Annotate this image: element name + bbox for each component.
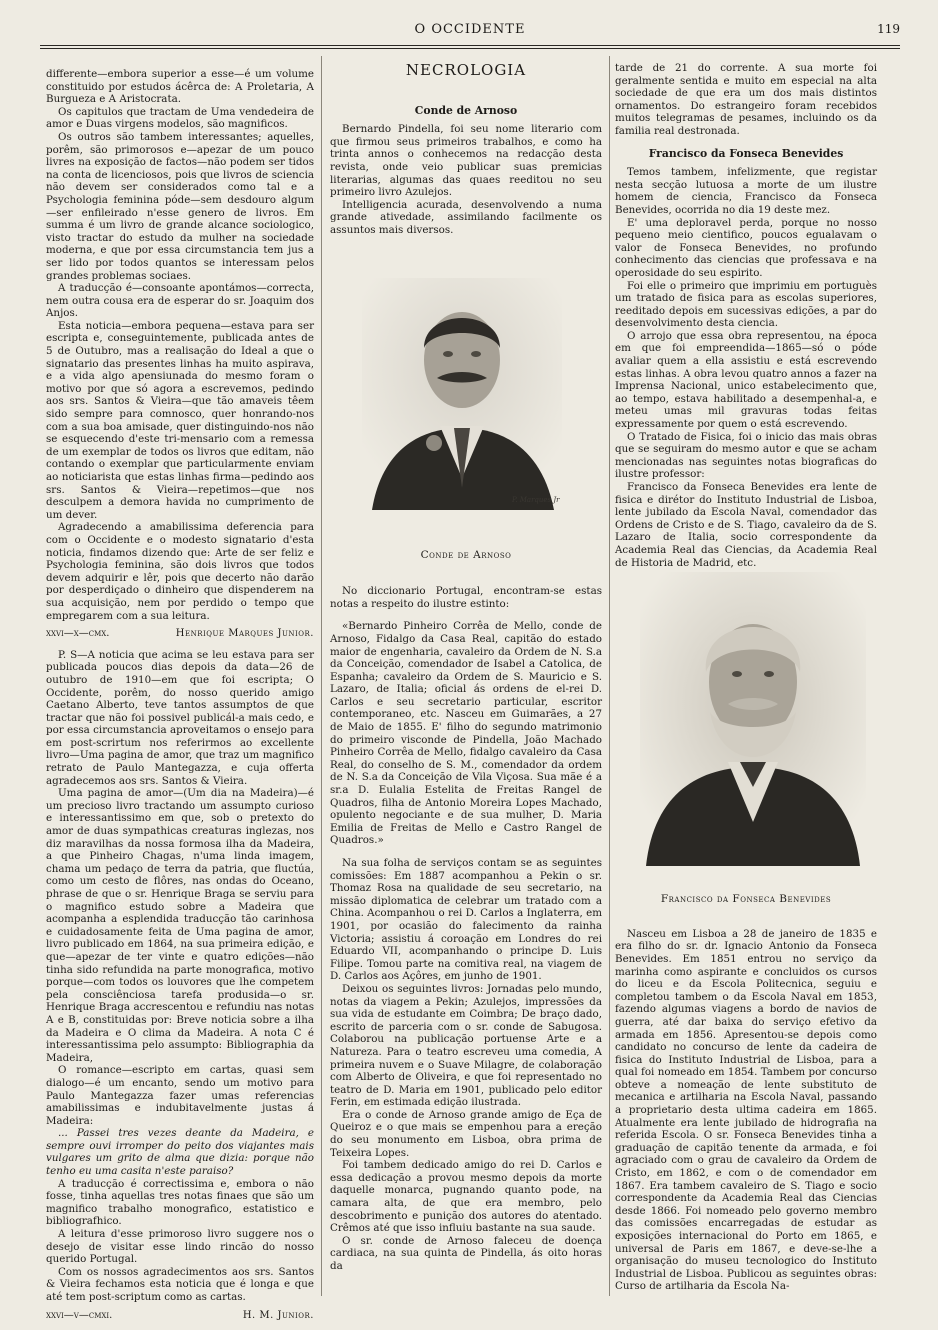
journal-title: O OCCIDENTE xyxy=(414,22,526,37)
page-header xyxy=(40,22,900,44)
column-divider-1 xyxy=(321,56,322,1296)
paragraph: «Bernardo Pinheiro Corrêa de Mello, conde de Arnoso, Fidalgo da Casa Real, capitão do estado maior de engenharia, cavaleiro da Ordem de N. S.a da Conceição, comendador de Isabel a Catolica, de Espanha; cavaleiro da Ordem de S. Mauricio e S. Lazaro, de Italia; oficial ás ordens de el-rei D. Carlos e seu secretario particular, escritor contemporaneo, etc. Nasceu em Guimarães, a 27 de Maio de 1855. E' filho do segundo matrimonio do primeiro visconde de Pindella, João Machado Pinheiro Corrêa de Mello, fidalgo cavaleiro da Casa Real, do conselho de S. M., comendador da ordem de N. S.a da Conceição de Vila Viçosa. Sua mãe é a sr.a D. Eulalia Estelita de Freitas Rangel de Quadros, filha de Antonio Moreira Lopes Machado, opulento negociante e de sua mulher, D. Maria Emilia de Freitas de Mello e Castro Rangel de Quadros.» xyxy=(330,620,602,847)
header-rule xyxy=(40,45,900,46)
article-subtitle: Conde de Arnoso xyxy=(414,103,518,117)
eye-right xyxy=(471,351,481,357)
paragraph: Esta noticia—embora pequena—estava para ser escripta e, conseguintemente, publicada antes de 5 de Outubro, mas a realisação do Ideal a que o signatario das presentes linhas ha muito aspirava, e a vida algo apensiunada do mesmo foram o motivo por que só agora a escrevemos, pedindo aos srs. Santos & Vieira—que tão amaveis têem sido sempre para comnosco, quer honrando-nos com a sua boa amisade, quer distinguindo-nos não se esquecendo d'este tri-mensario com a remessa de um exemplar de todos os livros que editam, não contando o exemplar que particularmente enviam ao noticiarista que estas linhas firma—pedindo aos srs. Santos & Vieira—repetimos—que nos desculpem a demora havida no cumprimento de um dever. xyxy=(46,319,314,521)
paragraph: O Tratado de Fisica, foi o inicio das mais obras que se seguiram do mesmo autor e que se acham mencionadas nas seguintes notas biograficas do ilustre professor: xyxy=(615,430,877,481)
paragraph: Francisco da Fonseca Benevides era lente de fisica e dirétor do Instituto Industrial de Lisboa, lente jubilado da Escola Naval, comendador das Ordens de Cristo e de S. Tiago, cavaleiro da de S. Lazaro de Italia, socio correspondente da Academia Real das Ciencias, da Academia Real de Historia de Madrid, etc. xyxy=(615,481,877,569)
paragraph: Na sua folha de serviços contam se as seguintes comissões: Em 1887 acompanhou a Pekin o sr. Thomaz Rosa na qualidade de seu secretario, na missão diplomatica de celebrar um tratado com a China. Acompanhou o rei D. Carlos a Inglaterra, em 1901, por ocasião do falecimento da rainha Victoria; assistiu á coroação em Londres do rei Eduardo VII, acompanhando o principe D. Luis Filipe. Tomou parte na comitiva real, na viagem de D. Carlos aos Açôres, em junho de 1901. xyxy=(330,857,602,983)
article-subtitle: Francisco da Fonseca Benevides xyxy=(648,146,844,160)
eye-left xyxy=(443,351,453,357)
lapel-flower xyxy=(426,435,442,451)
quotation: ... Passei tres vezes deante da Madeira, e sempre ouvi irromper do peito dos viajantes mais vulgares um grito de alma que dizia: porque não tenho eu uma casita n'este paraiso? xyxy=(46,1127,314,1178)
photo-caption: Francisco da Fonseca Benevides xyxy=(660,893,832,906)
paragraph: Temos tambem, infelizmente, que registar nesta secção lutuosa a morte de um ilustre homem de ciencia, Francisco da Fonseca Benevides, ocorrida no dia 19 deste mez. xyxy=(615,166,877,216)
spacer xyxy=(330,561,602,585)
paragraph: P. S—A noticia que acima se leu estava para ser publicada poucos dias depois da data—26 de outubro de 1910—em que foi escripta; O Occidente, porêm, do nosso querido amigo Caetano Alberto, teve tantos assumptos de que tractar que não foi possivel publicál-a mais cedo, e por essa circumstancia aproveitamos o ensejo para em post-scrirtum nos referirmos ao excellente livro—Uma pagina de amor, que traz um magnifico retrato de Paulo Mantegazza, e cuja offerta agradecemos aos srs. Santos & Vieira. xyxy=(46,648,314,787)
spacer xyxy=(330,610,602,620)
paragraph: differente—embora superior a esse—é um volume constituido por estudos ácêrca de: A Proletaria, A Burgueza e A Aristocrata. xyxy=(46,68,314,106)
portrait-conde-de-arnoso xyxy=(362,278,562,510)
portrait-fonseca-benevides xyxy=(640,572,866,866)
paragraph: tarde de 21 do corrente. A sua morte foi geralmente sentida e muito em especial na alta sociedade de que era um dos mais distintos ornamentos. Do estrangeiro foram recebidos muitos telegramas de pesames, incluindo os da familia real destronada. xyxy=(615,62,877,137)
column-divider-2 xyxy=(609,56,610,1296)
photo-caption: Conde de Arnoso xyxy=(420,548,512,561)
paragraph: Intelligencia acurada, desenvolvendo a numa grande ativedade, assimilando facilmente os assuntos mais diversos. xyxy=(330,198,602,236)
spacer xyxy=(615,906,877,928)
signature-date: xxvi—x—cmx. xyxy=(46,628,110,640)
paragraph: Os capitulos que tractam de Uma vendedeira de amor e Duas virgens modelos, são magnificos. xyxy=(46,105,314,131)
paragraph: E' uma deploravel perda, porque no nosso pequeno meio cientifico, poucos egualavam o valor de Fonseca Benevides, no profundo conhecimento das ciencias que professava e na operosidade do seu espirito. xyxy=(615,216,877,279)
paragraph: O romance—escripto em cartas, quasi sem dialogo—é um encanto, sendo um motivo para Paulo Mantegazza fazer umas referencias amabilissimas e indubitavelmente justas á Madeira: xyxy=(46,1064,314,1127)
page-number: 119 xyxy=(877,22,900,36)
spacer xyxy=(330,847,602,857)
column-left xyxy=(46,68,314,1321)
paragraph: Era o conde de Arnoso grande amigo de Eça de Queiroz e o que mais se empenhou para a ereção do seu monumento em Lisboa, obra prima de Teixeira Lopes. xyxy=(330,1108,602,1159)
paragraph: O sr. conde de Arnoso faleceu de doença cardiaca, na sua quinta de Pindella, ás oito horas da xyxy=(330,1234,602,1272)
paragraph: Nasceu em Lisboa a 28 de janeiro de 1835 e era filho do sr. dr. Ignacio Antonio da Fonseca Benevides. Em 1851 entrou no serviço da marinha como aspirante e concluidos os cursos do liceu e da Escola Politecnica, seguiu e completou tambem o da Escola Naval em 1853, fazendo algumas viagens a bordo de navios de guerra, até dar baixa do serviço efetivo da armada em 1856. Apresentou-se depois como candidato no concurso de lente da cadeira de fisica do Instituto Industrial de Lisboa, para a qual foi nomeado em 1854. Tambem por concurso obteve a nomeação de lente substituto de mecanica e artilharia na Escola Naval, passando a proprietario desta ultima cadeira em 1865. Atualmente era lente jubilado de hidrografia na referida Escola. O sr. Fonseca Benevides tinha a graduação de capitão tenente da armada, e foi agraciado com o grau de cavaleiro da Ordem de Cristo, em 1862, e com o de comendador em 1867. Era tambem cavaleiro de S. Tiago e socio correspondente da Academia Real das Ciencias desde 1866. Foi nomeado pelo governo membro das comissões encarregadas de estudar as exposições internacional do Porto em 1865, e universal de Paris em 1867, e deve-se-lhe a organisação do museu tecnologico do Instituto Industrial de Lisboa. Publicou as seguintes obras: Curso de artilharia da Escola Na- xyxy=(615,927,877,1293)
signature-name: Henrique Marques Junior. xyxy=(175,628,314,640)
signature-block xyxy=(46,1310,314,1323)
engraver-signature: P. Marques Jr xyxy=(512,496,560,504)
paragraph: A traducção é correctissima e, embora o não fosse, tinha aquellas tres notas finaes que são um magnifico trabalho monografico, estatistico e bibliografhico. xyxy=(46,1177,314,1228)
paragraph: No diccionario Portugal, encontram-se estas notas a respeito do ilustre estinto: xyxy=(330,585,602,610)
signature-block xyxy=(46,628,314,641)
header-rule-2 xyxy=(40,48,900,49)
paragraph: Agradecendo a amabilissima deferencia para com o Occidente e o modesto signatario d'esta noticia, findamos dizendo que: Arte de ser feliz e Psychologia feminina, são dois livros que todos devem adquirir e lêr, pois que decerto não darão por desperdiçado o dinheiro que dispenderem na sua acquisição, nem por perdido o tempo que empregarem com a sua leitura. xyxy=(46,521,314,622)
paragraph: Os outros são tambem interessantes; aquelles, porêm, são primorosos e—apezar de um pouco livres na exposição de factos—não podem ser tidos na conta de licenciosos, pois que livros de sciencia não devem ser considerados como tal e a Psychologia feminina póde—sem desdouro algum—ser enfileirado n'esse genero de livros. Em summa é um livro de grande alcance sociologico, visto tractar do estudo da mulher na sociedade moderna, e que por essa circumstancia tem jus a ser lido por todos quantos se interessam pelos grandes problemas sociaes. xyxy=(46,130,314,282)
section-title: NECROLOGIA xyxy=(405,61,527,79)
paragraph: Foi tambem dedicado amigo do rei D. Carlos e essa dedicação a provou mesmo depois da morte daquelle monarca, pugnando quanto pode, na camara alta, de que era membro, pelo descobrimento e punição dos autores do atentado. Crêmos até que isso influiu bastante na sua saude. xyxy=(330,1159,602,1235)
paragraph: Bernardo Pindella, foi seu nome literario com que firmou seus primeiros trabalhos, e como ha trinta annos o conhecemos na redacção desta revista, onde veio publicar suas premicias literarias, algumas das quaes reeditou no seu primeiro livro Azulejos. xyxy=(330,123,602,199)
column-middle xyxy=(330,62,602,1302)
paragraph: Com os nossos agradecimentos aos srs. Santos & Vieira fechamos esta noticia que é longa e que até tem post-scriptum como as cartas. xyxy=(46,1265,314,1303)
paragraph: O arrojo que essa obra representou, na época em que foi empreendida—1865—só o póde avaliar quem a ella assistiu e está escrevendo estas linhas. A obra levou quatro annos a fazer na Imprensa Nacional, unico estabelecimento que, ao tempo, estava habilitado a desempenhal-a, e meteu umas mil gravuras todas feitas expressamente por quem o está escrevendo. xyxy=(615,329,877,431)
paragraph: Foi elle o primeiro que imprimiu em portuguès um tratado de fisica para as escolas superiores, reeditado depois em sucessivas edições, a par do desenvolvimento desta ciencia. xyxy=(615,279,877,330)
eye-right xyxy=(764,671,774,677)
paragraph: A leitura d'esse primoroso livro suggere nos o desejo de visitar esse lindo rincão do nosso querido Portugal. xyxy=(46,1228,314,1266)
paragraph: Deixou os seguintes livros: Jornadas pelo mundo, notas da viagem a Pekin; Azulejos, impressões da sua vida de estudante em Coimbra; De braço dado, escrito de parceria com o sr. conde de Sabugosa. Colaborou na publicação portuense Arte e a Natureza. Para o teatro escreveu uma comedia, A primeira nuvem e o Suave Milagre, de colaboração com Alberto de Oliveira, e que foi representado no teatro de D. Maria em 1901, publicado pelo editor Ferin, em estimada edição ilustrada. xyxy=(330,982,602,1109)
signature-name: H. M. Junior. xyxy=(242,1309,314,1321)
paragraph: Uma pagina de amor—(Um dia na Madeira)—é um precioso livro tractando um assumpto curioso e interessantissimo em que, sob o pretexto do amor de duas sympathicas creaturas inglezas, nos diz maravilhas da nossa formosa ilha da Madeira, a que Pinheiro Chagas, n'uma linda imagem, chama um pedaço de terra da patria, que fluctúa, como um cesto de flôres, nas ondas do Oceano, phrase de que o sr. Henrique Braga se serviu para o magnifico estudo sobre a Madeira que acompanha a esplendida traducção tão carinhosa e cuidadosamente feita de Uma pagina de amor, livro publicado em 1864, na sua primeira edição, e que—apezar de ter vinte e quatro edições—não tinha sido refundida na parte monografica, motivo porque—com todos os louvores que lhe competem pela consciênciosa tarefa produsida—o sr. Henrique Braga accrescentou e refundiu nas notas A e B, constituidas por: Breve noticia sobre a ilha da Madeira e O clima da Madeira. A nota C é interessantissima pelo assumpto: Bibliographia da Madeira, xyxy=(46,787,314,1064)
eye-left xyxy=(732,671,742,677)
paragraph: A traducção é—consoante apontámos—correcta, nem outra cousa era de esperar do sr. Joaquim dos Anjos. xyxy=(46,282,314,320)
signature-date: xxvi—v—cmxi. xyxy=(46,1309,113,1321)
